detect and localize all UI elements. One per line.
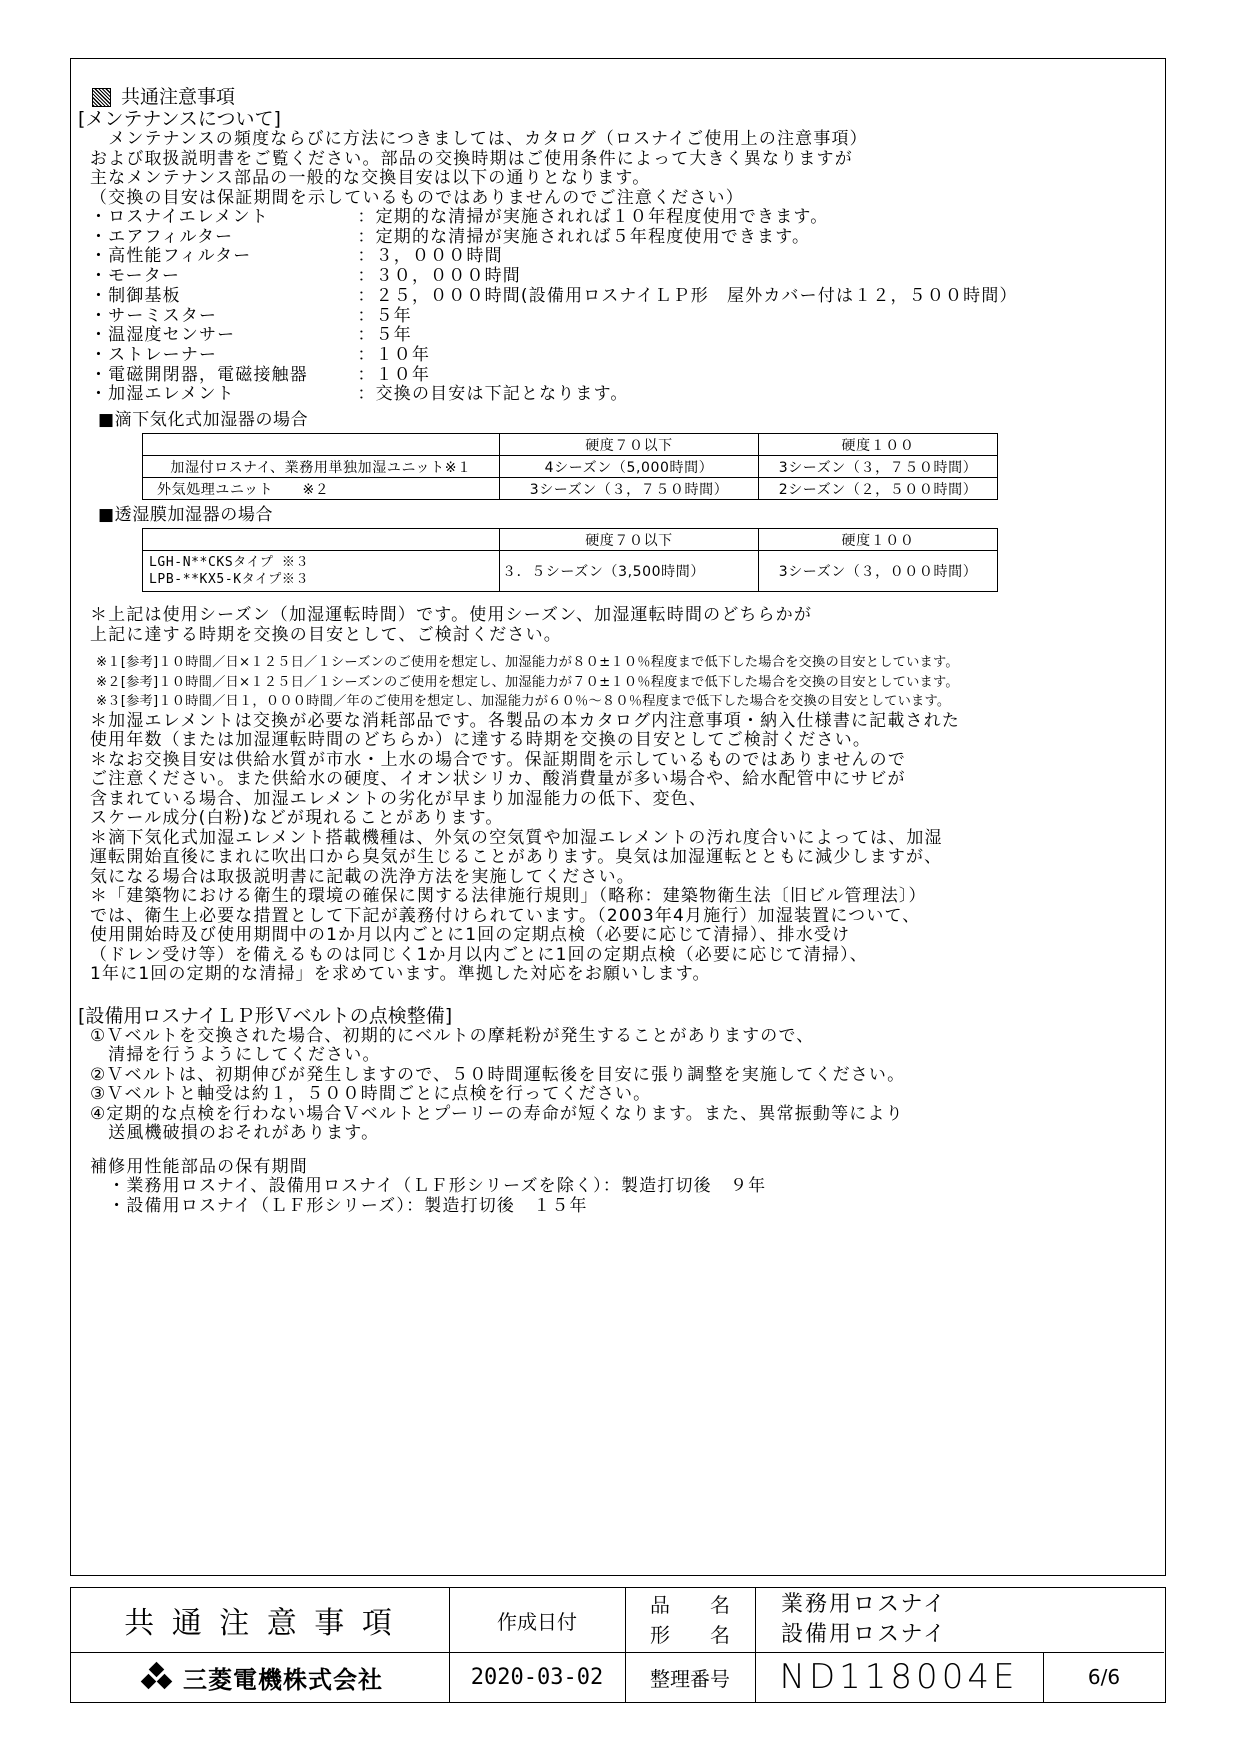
note-line: 含まれている場合、加湿エレメントの劣化が早まり加湿能力の低下、変色、 [90, 788, 708, 809]
page-number: 6/6 [1087, 1665, 1121, 1689]
table-cell: 外気処理ユニット ※２ [143, 478, 500, 500]
part-name: ・電磁開閉器，電磁接触器 [90, 364, 308, 385]
model-name-label: 形 名 [650, 1623, 730, 1647]
table-header: 硬度７０以下 [500, 434, 759, 456]
vbelt-line: ②Ｖベルトは、初期伸びが発生しますので、５０時間運転後を目安に張り調整を実施してください。 [90, 1064, 906, 1085]
product-names [755, 1588, 1165, 1652]
note-line: 使用開始時及び使用期間中の1か月以内ごとに1回の定期点検（必要に応じて清掃）、排水受け [90, 925, 851, 946]
table-cell: 3シーズン（３，７５０時間） [759, 456, 998, 478]
vbelt-line: 送風機破損のおそれがあります。 [90, 1123, 380, 1144]
spare-parts-line: ・業務用ロスナイ、設備用ロスナイ（ＬＦ形シリーズを除く）：製造打切後 ９年 [90, 1176, 767, 1197]
note-line: ＊加湿エレメントは交換が必要な消耗部品です。各製品の本カタログ内注意事項・納入仕様書に記載された [90, 710, 960, 731]
membrane-table [142, 528, 998, 592]
part-value: ：５年 [357, 325, 412, 346]
part-name: ・加湿エレメント [90, 384, 235, 405]
vbelt-heading: [設備用ロスナイＬＰ形Ｖベルトの点検整備] [78, 1004, 453, 1027]
part-name: ・高性能フィルター [90, 246, 252, 267]
table-header: 硬度１００ [759, 434, 998, 456]
season-note-line: ＊上記は使用シーズン（加湿運転時間）です。使用シーズン、加湿運転時間のどちらかが [90, 605, 813, 626]
intro-line: 主なメンテナンス部品の一般的な交換目安は以下の通りとなります。 [90, 168, 651, 188]
product-name-label: 品 名 [650, 1593, 730, 1617]
part-value: ：５年 [357, 305, 412, 326]
part-row [90, 208, 1156, 228]
intro-line: メンテナンスの頻度ならびに方法につきましては、カタログ（ロスナイご使用上の注意事項） [90, 129, 868, 149]
section-title-text: 共通注意事項 [121, 86, 236, 108]
part-row [90, 366, 1156, 386]
product-labels [625, 1588, 755, 1652]
spare-parts-line: ・設備用ロスナイ（ＬＦ形シリーズ）：製造打切後 １５年 [90, 1195, 588, 1216]
footnote: ※１[参考]１０時間／日×１２５日／１シーズンのご使用を想定し、加湿能力が８０±１０％程度まで低下した場合を交換の目安としています。 [96, 655, 959, 671]
table-cell: 加湿付ロスナイ、業務用単独加湿ユニット※１ [143, 456, 500, 478]
part-name: ・モーター [90, 266, 181, 287]
note-line: （ドレン受け等）を備えるものは同じく1か月以内ごとに1回の定期点検（必要に応じて清掃）、 [90, 944, 868, 965]
created-date: 2020-03-02 [470, 1664, 604, 1690]
part-name: ・サーミスター [90, 305, 218, 326]
table-cell: 2シーズン（２，５００時間） [759, 478, 998, 500]
note-line: ＊なお交換目安は供給水質が市水・上水の場合です。保証期間を示しているものではありませんので [90, 749, 907, 770]
table-cell: 4シーズン（5,000時間） [500, 456, 759, 478]
table-header-row [143, 529, 998, 551]
note-line: 使用年数（または加湿運転時間のどちらか）に達する時期を交換の目安としてご検討ください。 [90, 730, 872, 751]
drip-table [142, 433, 998, 500]
part-value: ：１０年 [357, 364, 431, 385]
ref-number: ND118004E [779, 1657, 1019, 1697]
part-value: ：定期的な清掃が実施されれば１０年程度使用できます。 [357, 207, 829, 227]
part-value: ：交換の目安は下記となります。 [357, 384, 629, 405]
doc-title: 共 通 注 意 事 項 [124, 1606, 396, 1641]
part-name: ・ストレーナー [90, 344, 218, 365]
vbelt-line: ④定期的な点検を行わない場合Ｖベルトとプーリーの寿命が短くなります。また、異常振動等により [90, 1103, 904, 1124]
table-cell: 3シーズン（３，７５０時間） [500, 478, 759, 500]
part-row [90, 346, 1156, 366]
note-line: ＊「建築物における衛生的環境の確保に関する法律施行規則」（略称：建築物衛生法〔旧ビル管理法〕） [90, 886, 927, 907]
model-name: 設備用ロスナイ [781, 1622, 948, 1647]
table-cell: 3シーズン（３，０００時間） [759, 551, 998, 592]
hatched-square-icon [92, 88, 111, 107]
part-value: ：定期的な清掃が実施されれば５年程度使用できます。 [357, 226, 811, 247]
part-value: ：３０，０００時間 [357, 266, 521, 287]
parts-list [78, 208, 1158, 405]
note-line: では、衛生上必要な措置として下記が義務付けられています。（2003年4月施行）加湿装置について、 [90, 905, 921, 926]
drip-heading: ■滴下気化式加湿器の場合 [98, 410, 309, 431]
part-row [90, 267, 1156, 287]
table-header: 硬度１００ [759, 529, 998, 551]
table-cell: ３．５シーズン（3,500時間） [500, 551, 759, 592]
part-row [90, 307, 1156, 327]
document-body [78, 86, 1158, 1216]
table-row [143, 456, 998, 478]
table-header-row [143, 434, 998, 456]
table-header-blank [143, 434, 500, 456]
part-row [90, 228, 1156, 248]
footnote: ※３[参考]１０時間／日１，０００時間／年のご使用を想定し、加湿能力が６０％～８０％程度まで低下した場合を交換の目安としています。 [96, 694, 951, 710]
part-value: ：１０年 [357, 344, 431, 365]
part-row [90, 326, 1156, 346]
vbelt-line: 清掃を行うようにしてください。 [90, 1045, 381, 1066]
part-row [90, 247, 1156, 267]
title-block [70, 1587, 1166, 1703]
company-name: 三菱電機株式会社 [183, 1665, 383, 1694]
part-row [90, 287, 1156, 307]
vbelt-line: ①Ｖベルトを交換された場合、初期的にベルトの摩耗粉が発生することがありますので、 [90, 1025, 815, 1046]
table-header: 硬度７０以下 [500, 529, 759, 551]
note-line: ＊滴下気化式加湿エレメント搭載機種は、外気の空気質や加湿エレメントの汚れ度合いによっては、加湿 [90, 827, 943, 848]
part-value: ：２５，０００時間(設備用ロスナイＬＰ形 屋外カバー付は１２，５００時間） [357, 285, 1018, 306]
company-logo [137, 1660, 383, 1695]
table-cell [143, 551, 500, 592]
season-note-line: 上記に達する時期を交換の目安として、ご検討ください。 [90, 624, 562, 645]
model-label: LGH-N**CKSタイプ ※３ [149, 555, 310, 571]
table-row [143, 551, 998, 592]
note-line: スケール成分(白粉)などが現れることがあります。 [90, 808, 504, 829]
section-title [92, 86, 1158, 108]
company-logo-cell [71, 1652, 449, 1702]
table-header-blank [143, 529, 500, 551]
intro-line: および取扱説明書をご覧ください。部品の交換時期はご使用条件によって大きく異なりますが [90, 148, 853, 169]
spare-parts-heading: 補修用性能部品の保有期間 [90, 1156, 308, 1177]
note-line: 気になる場合は取扱説明書に記載の洗浄方法を実施してください。 [90, 866, 635, 887]
product-name: 業務用ロスナイ [781, 1592, 948, 1617]
part-value: ：３，０００時間 [357, 246, 503, 267]
part-name: ・エアフィルター [90, 226, 234, 247]
part-name: ・制御基板 [90, 285, 181, 306]
part-name: ・温湿度センサー [90, 325, 236, 346]
footnote: ※２[参考]１０時間／日×１２５日／１シーズンのご使用を想定し、加湿能力が７０±１０％程度まで低下した場合を交換の目安としています。 [96, 674, 959, 690]
membrane-heading: ■透湿膜加湿器の場合 [98, 505, 274, 526]
part-name: ・ロスナイエレメント [90, 207, 269, 227]
table-row [143, 478, 998, 500]
note-line: 運転開始直後にまれに吹出口から臭気が生じることがあります。臭気は加湿運転とともに減少しますが、 [90, 847, 943, 868]
model-label: LPB-**KX5-Kタイプ※３ [149, 572, 310, 588]
maintenance-heading: [メンテナンスについて] [78, 108, 281, 130]
intro-line: （交換の目安は保証期間を示しているものではありませんのでご注意ください） [90, 187, 744, 208]
mitsubishi-logo-icon [137, 1664, 177, 1690]
created-label: 作成日付 [497, 1609, 577, 1634]
note-line: ご注意ください。また供給水の硬度、イオン状シリカ、酸消費量が多い場合や、給水配管中にサビが [90, 769, 906, 790]
ref-label: 整理番号 [650, 1666, 730, 1691]
part-row [90, 385, 1156, 405]
note-line: 1年に1回の定期的な清掃」を求めています。準拠した対応をお願いします。 [90, 964, 711, 985]
vbelt-line: ③Ｖベルトと軸受は約１，５００時間ごとに点検を行ってください。 [90, 1084, 652, 1105]
